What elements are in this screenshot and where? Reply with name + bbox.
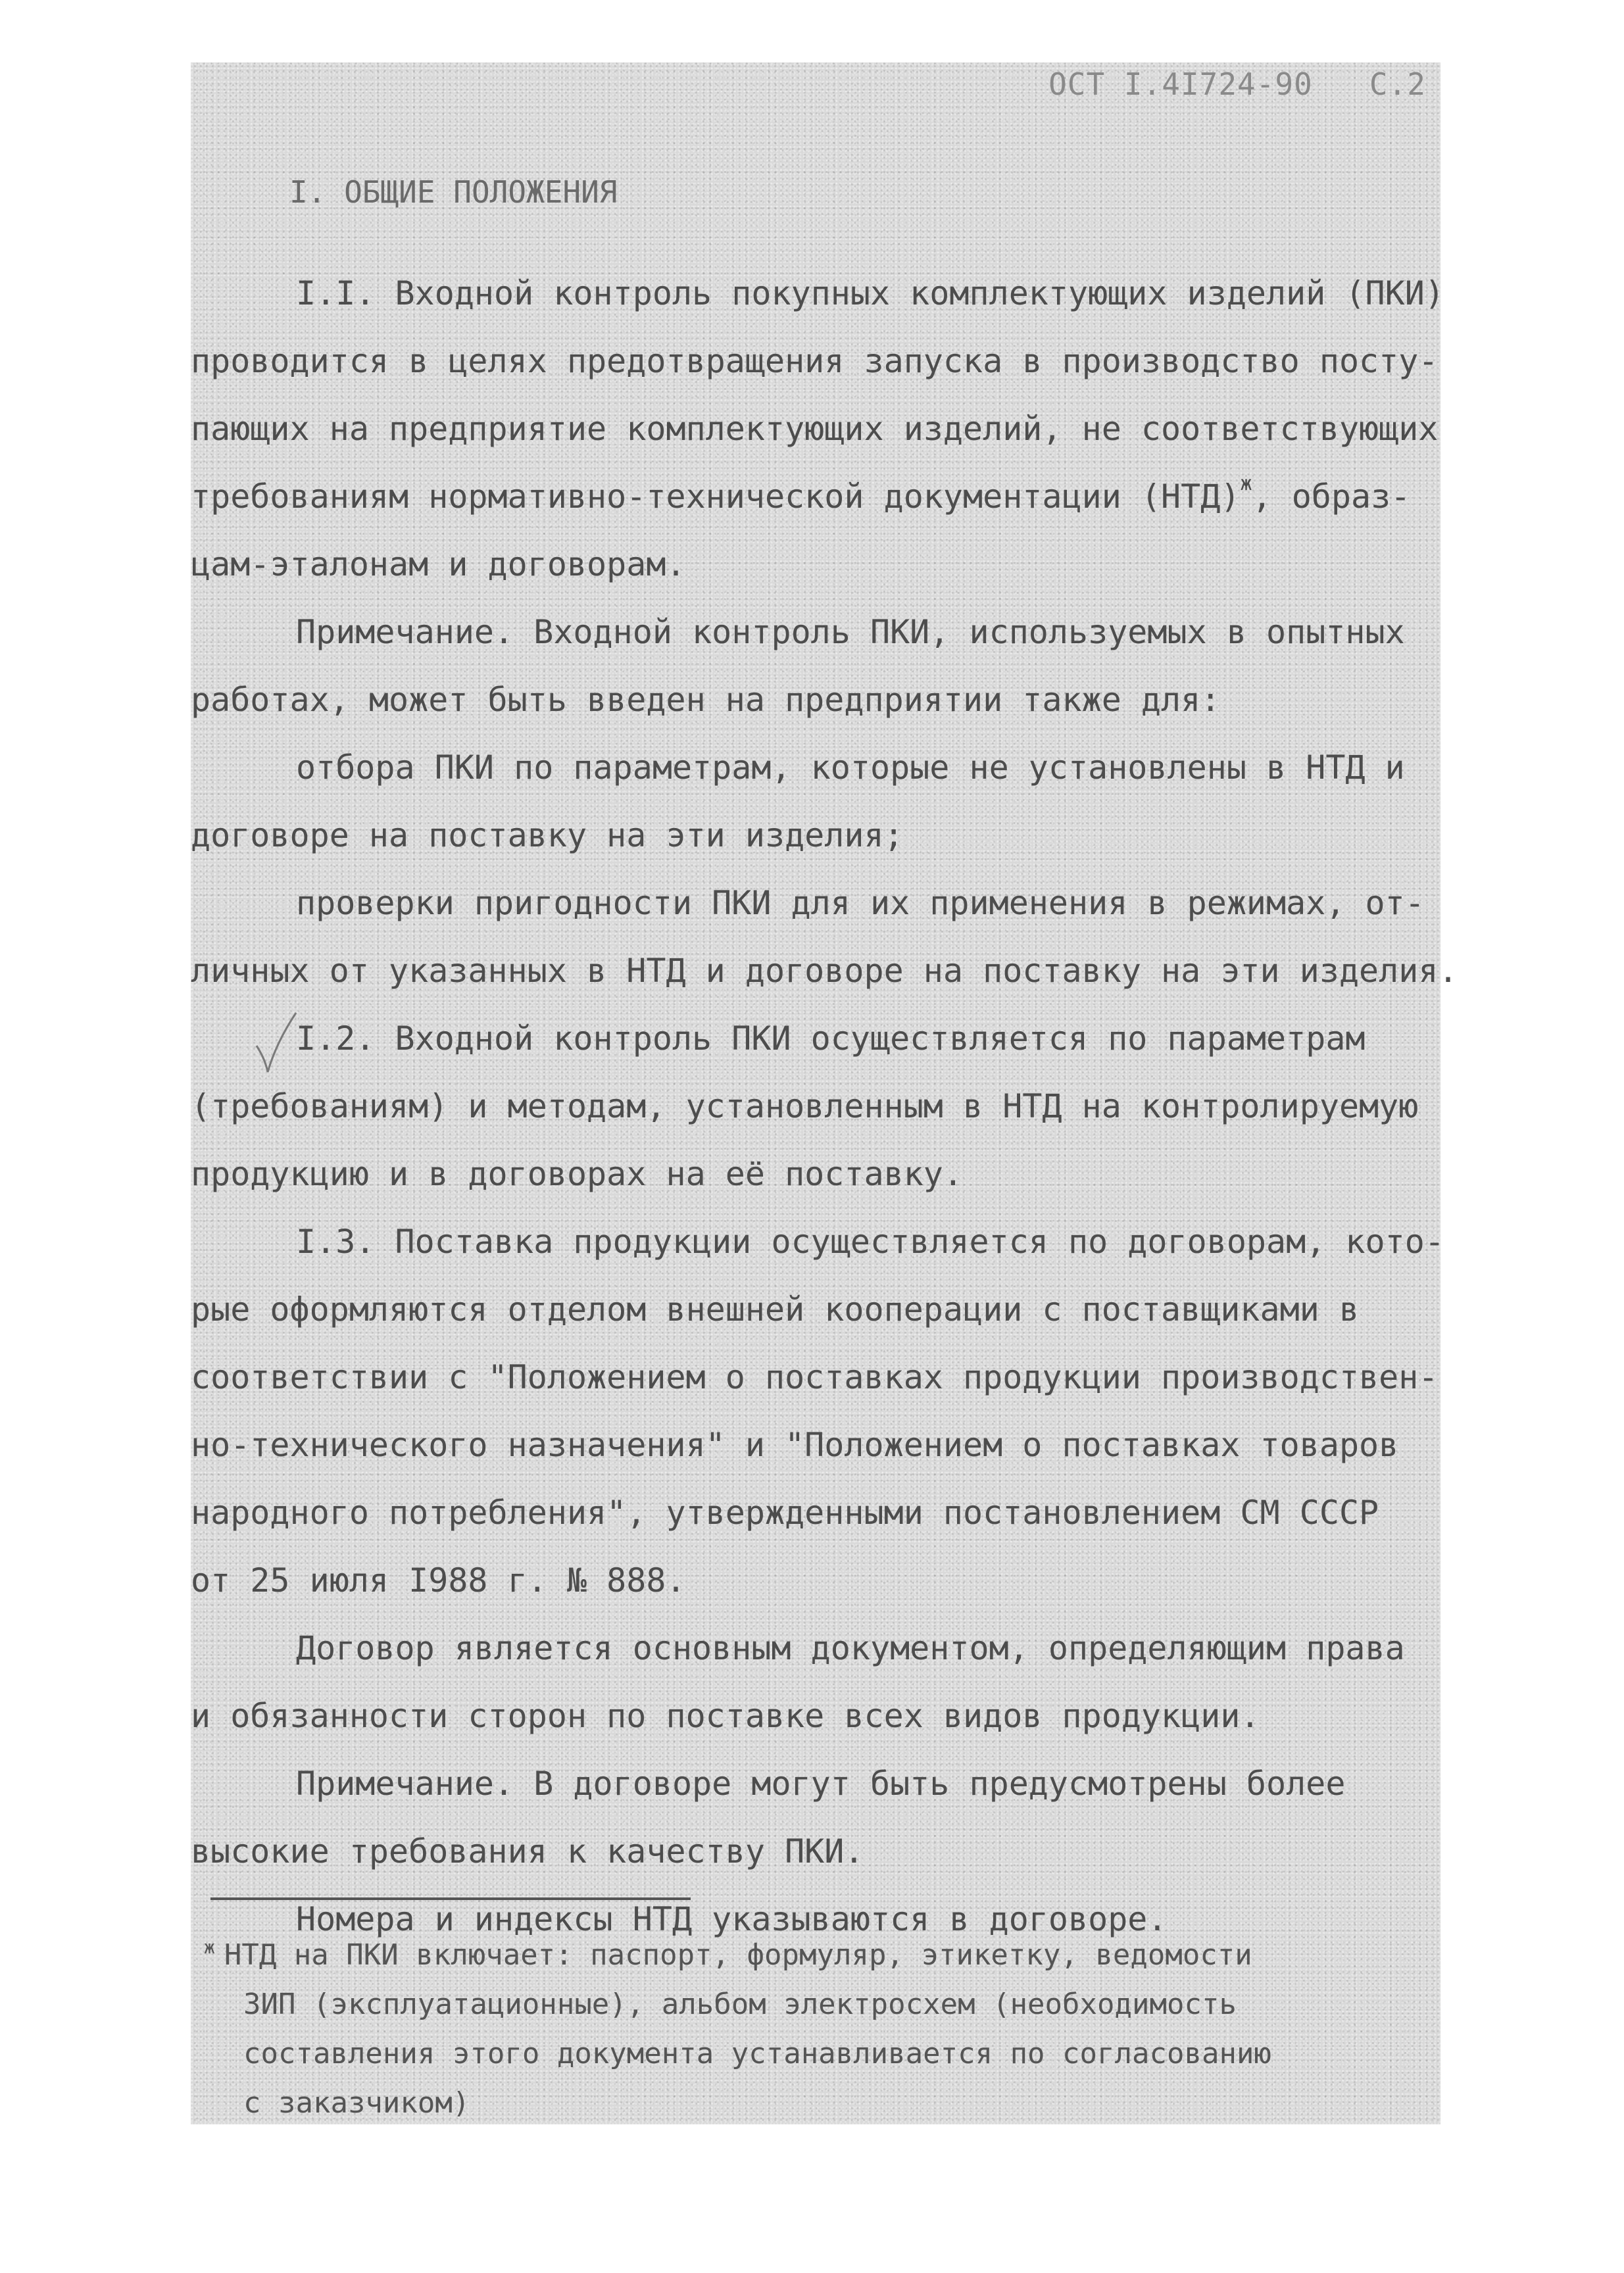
text-line: цам-эталонам и договорам. [191,545,686,583]
text-line: договоре на поставку на эти изделия; [191,816,904,854]
text-line: народного потребления", утвержденными постановлением СМ СССР [191,1494,1379,1532]
text-line: пающих на предприятие комплектующих изделий, не соответствующих [191,410,1439,448]
footnote-text: НТД на ПКИ включает: паспорт, формуляр, этикетку, ведомости [224,1938,1252,1972]
text-line-main: требованиям нормативно-технической документации (НТД) [191,477,1241,516]
text-line: (требованиям) и методам, установленным в НТД на контролируемую [191,1087,1419,1125]
text-line: Договор является основным документом, определяющим права [296,1629,1405,1667]
text-line: Примечание. Входной контроль ПКИ, используемых в опытных [296,613,1405,651]
text-line [191,463,1414,531]
page-header [1048,66,1426,102]
text-line: проверки пригодности ПКИ для их применения в режимах, от- [296,884,1425,922]
page-number: С.2 [1369,66,1426,102]
text-line: отбора ПКИ по параметрам, которые не установлены в НТД и [296,748,1405,787]
text-line: но-технического назначения" и "Положением о поставках товаров [191,1426,1399,1464]
text-line: Примечание. В договоре могут быть предусмотрены более [296,1765,1346,1803]
section-title: I. ОБЩИЕ ПОЛОЖЕНИЯ [289,174,618,210]
text-line: I.2. Входной контроль ПКИ осуществляется по параметрам [296,1019,1366,1058]
footnote-line [204,1930,1427,1980]
footnote-divider [210,1897,691,1900]
body-text [191,260,1458,1953]
text-line: I.3. Поставка продукции осуществляется по договорам, кото- [296,1223,1444,1261]
footnote-line: составления этого документа устанавливается по согласованию [243,2037,1271,2070]
text-line: личных от указанных в НТД и договоре на поставку на эти изделия. [191,952,1458,990]
text-line: высокие требования к качеству ПКИ. [191,1832,864,1870]
text-line: соответствии с "Положением о поставках продукции производствен- [191,1358,1439,1396]
text-line: продукцию и в договорах на её поставку. [191,1155,963,1193]
text-line-tail: , образ- [1252,477,1411,516]
text-line: и обязанности сторон по поставке всех видов продукции. [191,1697,1260,1735]
scanned-page [191,62,1458,2124]
text-line: Номера и индексы НТД указываются в договоре. [296,1900,1168,1938]
text-line: проводится в целях предотвращения запуска в производство посту- [191,342,1439,380]
text-line: от 25 июля I988 г. № 888. [191,1561,686,1600]
footnote-line: ЗИП (эксплуатационные), альбом электросхем (необходимость [243,1988,1237,2021]
text-line: работах, может быть введен на предприятии также для: [191,681,1221,719]
standard-number: ОСТ I.4I724-90 [1048,66,1313,102]
footnote-line: с заказчиком) [243,2086,470,2120]
footnote-mark: ж [204,1936,215,1958]
text-line: I.I. Входной контроль покупных комплектующих изделий (ПКИ) [296,274,1444,312]
text-line: рые оформляются отделом внешней кооперации с поставщиками в [191,1290,1360,1329]
footnote-reference: ж [1240,472,1252,495]
footnote [204,1930,1427,2128]
